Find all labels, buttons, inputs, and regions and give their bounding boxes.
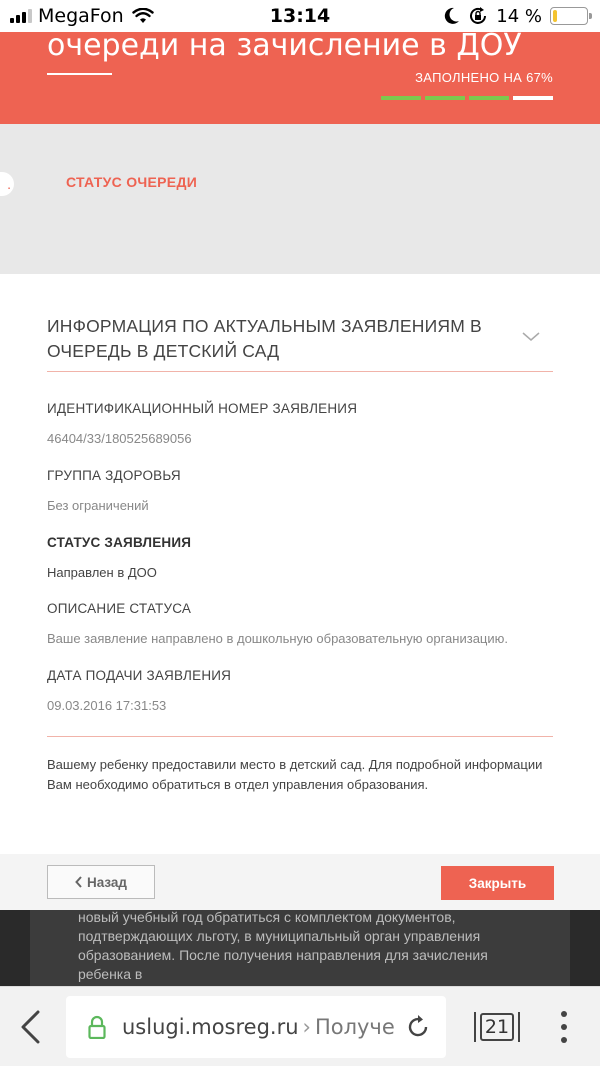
tab-previous[interactable]: . xyxy=(0,172,14,196)
dialog-footer xyxy=(0,854,600,910)
battery-icon xyxy=(550,7,588,25)
url-domain: uslugi.mosreg.ru xyxy=(122,1015,299,1039)
url-text xyxy=(122,1015,395,1039)
menu-dots-icon[interactable] xyxy=(559,1011,569,1043)
field-label-application-status: СТАТУС ЗАЯВЛЕНИЯ xyxy=(47,535,192,550)
underlying-page-content xyxy=(30,910,570,986)
tabs-bar-right xyxy=(518,1012,520,1042)
lock-icon xyxy=(88,1015,106,1039)
battery-level xyxy=(553,10,557,22)
url-separator: › xyxy=(302,1015,311,1039)
field-label-submission-date: ДАТА ПОДАЧИ ЗАЯВЛЕНИЯ xyxy=(47,668,232,683)
divider xyxy=(47,371,553,372)
progress-label: ЗАПОЛНЕНО НА 67% xyxy=(415,70,553,85)
status-bar xyxy=(0,0,600,32)
chevron-left-icon xyxy=(75,876,83,888)
page-header xyxy=(0,32,600,124)
back-arrow-icon[interactable] xyxy=(18,1009,44,1045)
reload-icon[interactable] xyxy=(404,1013,432,1041)
chevron-down-icon[interactable] xyxy=(522,332,540,342)
title-underline xyxy=(47,73,112,75)
tabs-count: 21 xyxy=(480,1013,514,1041)
address-bar[interactable] xyxy=(66,996,446,1058)
clock: 13:14 xyxy=(269,5,331,27)
browser-toolbar xyxy=(0,986,600,1066)
divider xyxy=(47,736,553,737)
field-value-application-status: Направлен в ДОО xyxy=(47,565,157,580)
page-title: очереди на зачисление в ДОУ xyxy=(47,32,522,63)
battery-percent: 14 % xyxy=(496,5,542,27)
underlying-text: новый учебный год обратиться с комплектом документов, подтверждающих льготу, в муниципальный орган управления образованием. После получения направления для зачисления ребенка в xyxy=(78,910,488,982)
tab-queue-status[interactable]: СТАТУС ОЧЕРЕДИ xyxy=(66,174,198,190)
moon-icon xyxy=(444,7,460,25)
orientation-lock-icon xyxy=(468,6,488,26)
accordion-title[interactable]: ИНФОРМАЦИЯ ПО АКТУАЛЬНЫМ ЗАЯВЛЕНИЯМ В ОЧЕРЕДЬ В ДЕТСКИЙ САД xyxy=(47,316,482,361)
progress-segment xyxy=(381,96,421,100)
application-card xyxy=(0,274,600,854)
status-right xyxy=(444,5,588,27)
progress-bar xyxy=(381,96,553,100)
field-value-application-id: 46404/33/180525689056 xyxy=(47,431,192,446)
field-value-submission-date: 09.03.2016 17:31:53 xyxy=(47,698,167,713)
url-page-title: Получе xyxy=(314,1015,395,1039)
progress-segment xyxy=(425,96,465,100)
back-button[interactable] xyxy=(47,865,155,899)
close-button[interactable]: Закрыть xyxy=(441,866,554,900)
progress-segment xyxy=(469,96,509,100)
tabs-bar-left xyxy=(474,1012,476,1042)
tabs-button[interactable] xyxy=(470,1009,524,1045)
progress-segment xyxy=(513,96,553,100)
info-note: Вашему ребенку предоставили место в детский сад. Для подробной информации Вам необходимо обратиться в отдел управления образования. xyxy=(47,757,543,792)
field-label-status-description: ОПИСАНИЕ СТАТУСА xyxy=(47,601,192,616)
field-label-application-id: ИДЕНТИФИКАЦИОННЫЙ НОМЕР ЗАЯВЛЕНИЯ xyxy=(47,401,358,416)
tab-strip xyxy=(0,124,600,274)
back-button-label: Назад xyxy=(86,874,128,890)
field-label-health-group: ГРУППА ЗДОРОВЬЯ xyxy=(47,468,181,483)
field-value-health-group: Без ограничений xyxy=(47,498,149,513)
carrier-name: MegaFon xyxy=(38,5,124,27)
field-value-status-description: Ваше заявление направлено в дошкольную образовательную организацию. xyxy=(47,631,508,646)
